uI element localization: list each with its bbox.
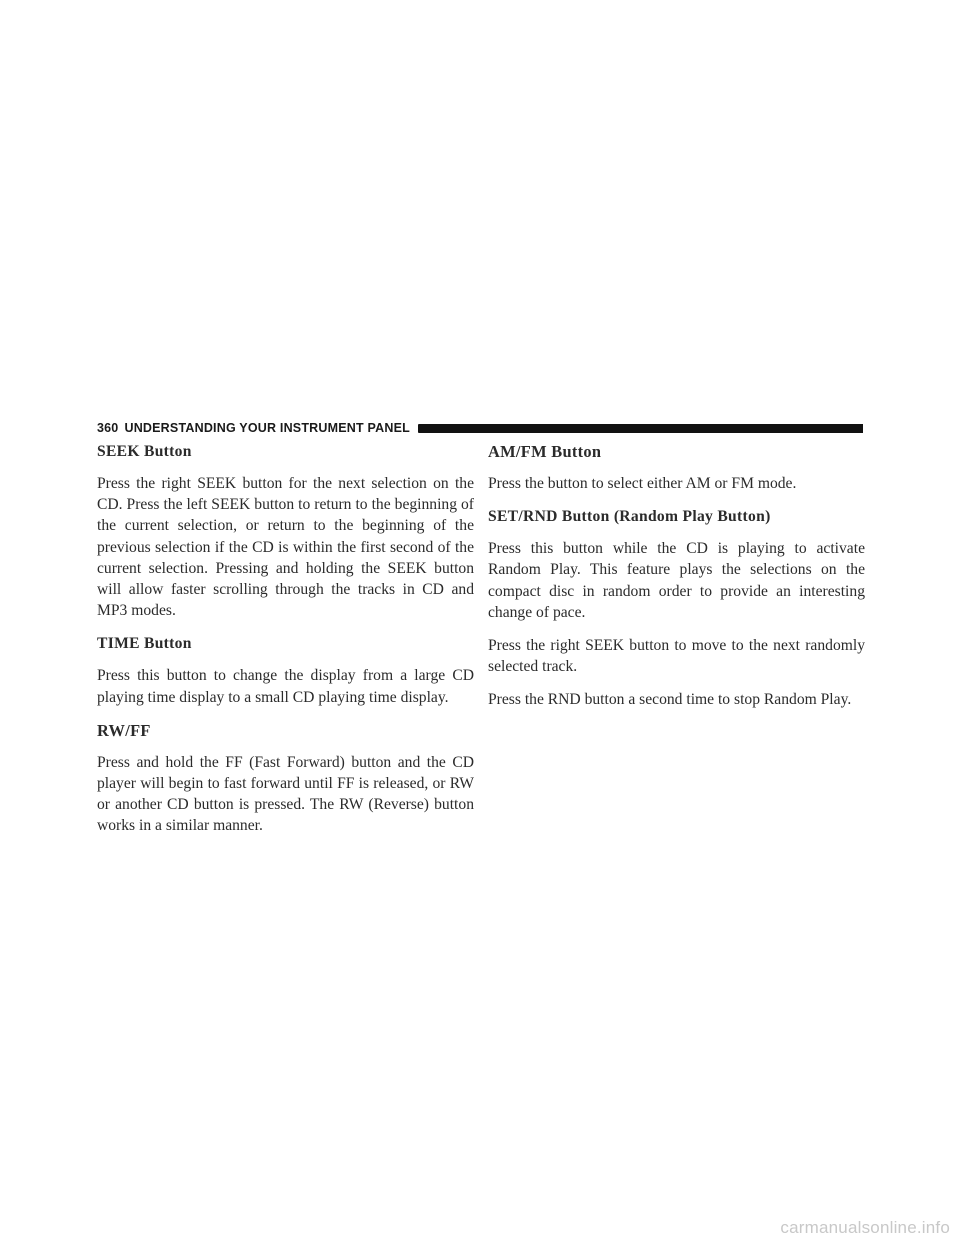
rwff-text: Press and hold the FF (Fast Forward) button and the CD player will begin to fast forward until FF is released, or RW or another CD button is pressed. The RW (Reverse) button works in a similar manner. [97, 753, 474, 835]
setrnd-button-text-2: Press the right SEEK button to move to the next randomly selected track. [488, 637, 865, 676]
seek-button-text: Press the right SEEK button for the next selection on the CD. Press the left SEEK button to return to the beginning of the current selection, or return to the beginning of the previous selection if the CD is within the first second of the current selection. Pressing and holding the SEEK button will allow faster scrolling through the tracks in CD and MP3 modes. [97, 475, 474, 620]
seek-button-heading: SEEK Button [97, 443, 192, 460]
right-column [488, 442, 865, 711]
amfm-button-heading: AM/FM Button [488, 442, 602, 461]
setrnd-button-text-1: Press this button while the CD is playing to activate Random Play. This feature plays the selections on the compact disc in random order to provide an interesting change of pace. [488, 540, 865, 621]
setrnd-button-heading: SET/RND Button (Random Play Button) [488, 508, 771, 526]
rwff-heading: RW/FF [97, 720, 151, 740]
section-title: UNDERSTANDING YOUR INSTRUMENT PANEL [124, 421, 410, 435]
time-button-text: Press this button to change the display from a large CD playing time display to a small CD playing time display. [97, 667, 474, 706]
setrnd-button-text-3: Press the RND button a second time to stop Random Play. [488, 691, 852, 709]
page-number: 360 [97, 421, 119, 435]
time-button-heading: TIME Button [97, 635, 192, 653]
watermark: carmanualsonline.info [780, 1218, 950, 1237]
page-header [97, 420, 863, 436]
amfm-button-text: Press the button to select either AM or FM mode. [488, 475, 797, 492]
left-column [97, 442, 474, 837]
header-rule [418, 424, 863, 433]
